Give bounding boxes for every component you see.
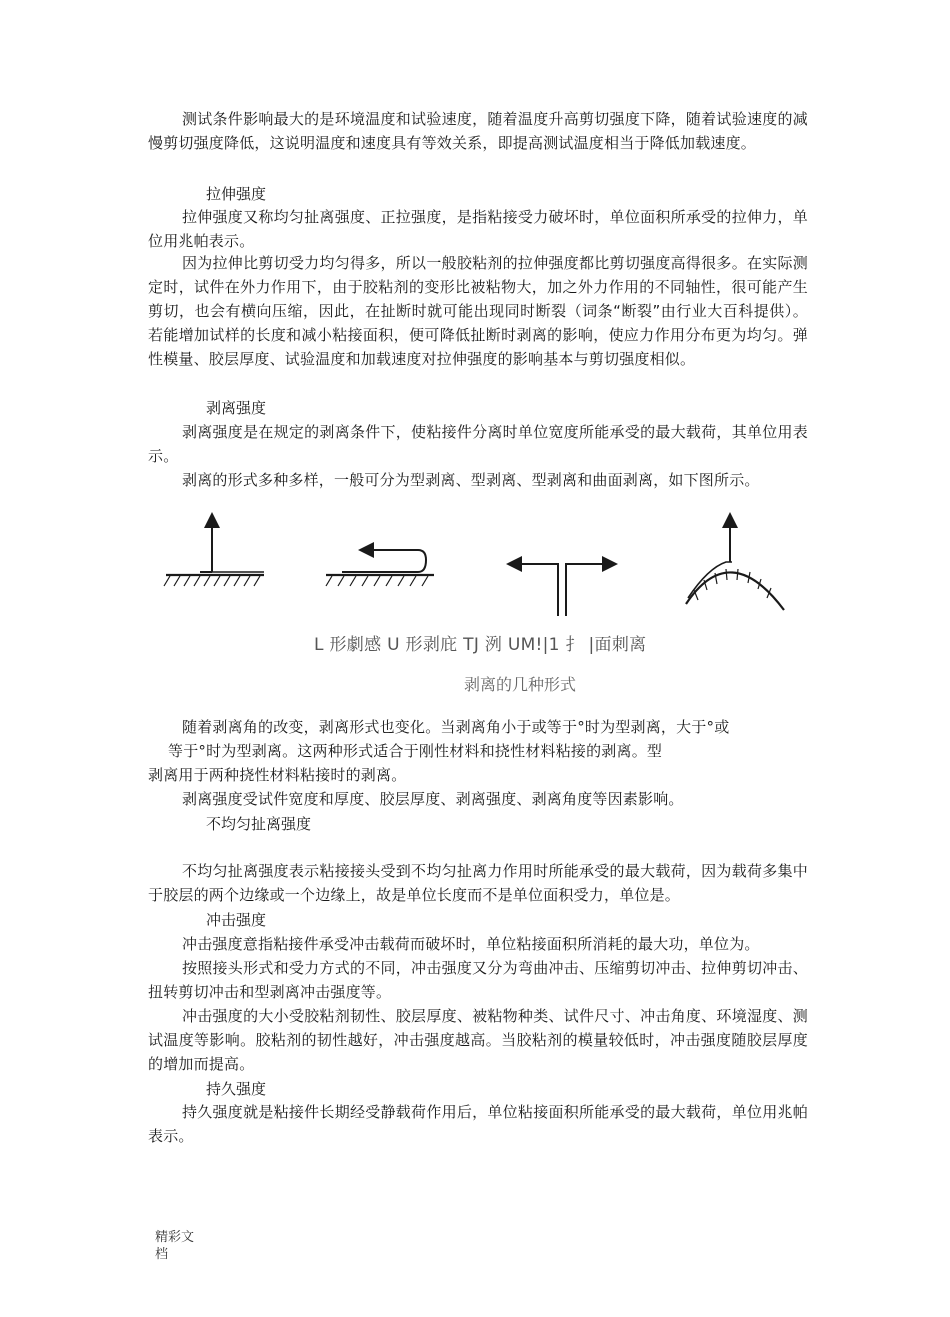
paragraph-nonuniform-definition: 不均匀扯离强度表示粘接接头受到不均匀扯离力作用时所能承受的最大载荷，因为载荷多集中于胶层的两个边缘或一个边缘上，故是单位长度而不是单位面积受力，单位是。 (148, 862, 808, 904)
paragraph-peel-angle-line2: 等于°时为型剥离。这两种形式适合于刚性材料和挠性材料粘接的剥离。型 (168, 742, 663, 760)
figure-caption: 剥离的几种形式 (464, 675, 577, 694)
heading-durable-strength: 持久强度 (206, 1080, 267, 1098)
figure-panel-labels: L 形劇感 U 形剥庇 TJ 洌 UM!|1 扌 |面刺离 (314, 635, 647, 655)
paragraph-durable-definition: 持久强度就是粘接件长期经受静载荷作用后，单位粘接面积所能承受的最大载荷，单位用兆帕表示。 (148, 1103, 808, 1145)
l-peel-diagram (164, 520, 264, 586)
heading-impact-strength: 冲击强度 (206, 911, 267, 929)
paragraph-peel-forms: 剥离的形式多种多样，一般可分为型剥离、型剥离、型剥离和曲面剥离，如下图所示。 (182, 471, 760, 489)
paragraph-test-conditions: 测试条件影响最大的是环境温度和试验速度，随着温度升高剪切强度下降，随着试验速度的减慢剪切强度降低，这说明温度和速度具有等效关系，即提高测试温度相当于降低加载速度。 (148, 110, 808, 152)
peel-forms-diagram (160, 508, 800, 626)
t-peel-diagram (514, 564, 610, 616)
paragraph-peel-definition: 剥离强度是在规定的剥离条件下，使粘接件分离时单位宽度所能承受的最大载荷，其单位用表示。 (148, 423, 808, 465)
paragraph-peel-angle-line3: 剥离用于两种挠性材料粘接时的剥离。 (148, 766, 407, 784)
heading-peel-strength: 剥离强度 (206, 399, 267, 417)
heading-nonuniform-strength: 不均匀扯离强度 (206, 815, 312, 833)
paragraph-peel-factors: 剥离强度受试件宽度和厚度、胶层厚度、剥离强度、剥离角度等因素影响。 (182, 790, 684, 808)
paragraph-tensile-definition: 拉伸强度又称均匀扯离强度、正拉强度，是指粘接受力破坏时，单位面积所承受的拉伸力，单位用兆帕表示。 (148, 208, 808, 250)
heading-tensile-strength: 拉伸强度 (206, 185, 267, 203)
paragraph-impact-definition: 冲击强度意指粘接件承受冲击载荷而破坏时，单位粘接面积所消耗的最大功，单位为。 (182, 935, 760, 953)
paragraph-impact-factors: 冲击强度的大小受胶粘剂韧性、胶层厚度、被粘物种类、试件尺寸、冲击角度、环境湿度、测试温度等影响。胶粘剂的韧性越好，冲击强度越高。当胶粘剂的模量较低时，冲击强度随胶层厚度的增加而提高。 (148, 1007, 808, 1073)
paragraph-impact-types: 按照接头形式和受力方式的不同，冲击强度又分为弯曲冲击、压缩剪切冲击、拉伸剪切冲击、扭转剪切冲击和型剥离冲击强度等。 (148, 959, 808, 1001)
peel-forms-figure (160, 508, 800, 626)
paragraph-peel-angle-line1: 随着剥离角的改变，剥离形式也变化。当剥离角小于或等于°时为型剥离，大于°或 (182, 718, 730, 736)
u-peel-diagram (326, 550, 434, 586)
footer-label: 精彩文档 (155, 1230, 195, 1262)
curved-peel-diagram (686, 520, 784, 610)
paragraph-tensile-detail: 因为拉伸比剪切受力均匀得多，所以一般胶粘剂的拉伸强度都比剪切强度高得很多。在实际测定时，试件在外力作用下，由于胶粘剂的变形比被粘物大，加之外力作用的不同轴性，很可能产生剪切，也会有横向压缩，因此，在扯断时就可能出现同时断裂（词条“断裂”由行业大百科提供）。若能增加试样的长度和减小粘接面积，便可降低扯断时剥离的影响，使应力作用分布更为均匀。弹性模量、胶层厚度、试验温度和加载速度对拉伸强度的影响基本与剪切强度相似。 (148, 254, 808, 368)
